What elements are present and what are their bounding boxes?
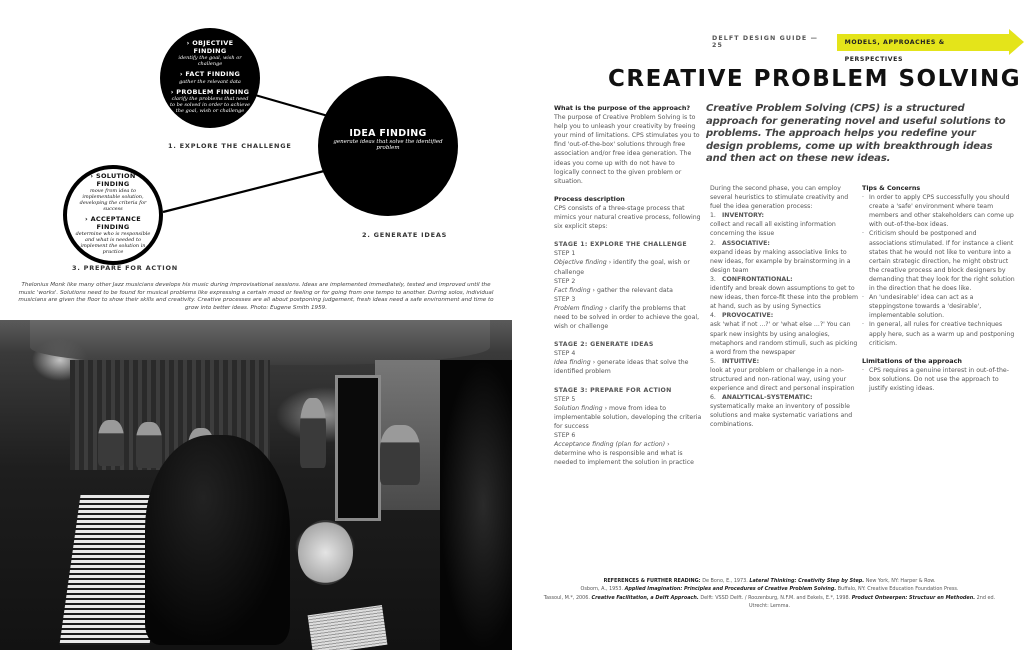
stage3-circle: [63, 165, 163, 265]
photo-door: [335, 375, 381, 521]
intro-text: Creative Problem Solving (CPS) is a structured approach for generating novel and useful solutions to problems. The approach helps you redefine your design problems, come up with breakthrough ideas and then act on these new ideas.: [706, 103, 1006, 164]
right-page: [512, 0, 1024, 650]
heuristic-item: 6. ANALYTICAL-SYSTEMATIC: systematically make an inventory of possible solutions and make systematic variations and combinations.: [710, 394, 853, 429]
page-title: CREATIVE PROBLEM SOLVING: [608, 66, 1022, 92]
column-tips-limitations: [862, 184, 1016, 393]
tip-item: · In general, all rules for creative techniques apply here, such as a warm up and postponing criticism.: [862, 321, 1015, 347]
bullet-icon: ·: [862, 321, 864, 329]
guide-page-number: DELFT DESIGN GUIDE — 25: [712, 35, 819, 49]
node-acceptance-finding: › ACCEPTANCE FINDING determine who is responsible and what is needed to implement the solution in practice: [75, 215, 151, 255]
column-heuristics: [710, 184, 858, 430]
stage2-label: 2. GENERATE IDEAS: [362, 231, 448, 239]
heuristics-intro: During the second phase, you can employ several heuristics to stimulate creativity and fuel the idea generation process:: [710, 185, 849, 211]
references: REFERENCES & FURTHER READING: De Bono, E., 1973. Lateral Thinking: Creativity Step by Step. New York, NY: Harper & Row. Osborn, A., 1953. Applied Imagination: Principles and Procedures of Creative Problem Solving. Buffalo, NY: Creative Education Foundation Press. Tassoul, M.*, 2006. Creative Facilitation, a Delft Approach. Delft: VSSD Delft. / Roozenburg, N.F.M. and Eekels, E.*, 1998. Product Ontwerpen: Structuur en Methoden. 2nd ed. Utrecht: Lemma.: [543, 578, 996, 609]
column-purpose-process: [554, 104, 702, 467]
references-label: REFERENCES & FURTHER READING:: [603, 578, 701, 584]
photo-drummer: [380, 425, 420, 485]
tip-item: · In order to apply CPS successfully you should create a 'safe' environment where team members and other stakeholders can come up with out-of-the-box ideas.: [862, 194, 1014, 229]
node-solution-finding: › SOLUTION FINDING move from idea to implementable solution, developing the criteria for success: [79, 172, 147, 212]
bullet-icon: ·: [862, 194, 864, 202]
node-problem-finding: › PROBLEM FINDING clarify the problems that need to be solved in order to achieve the goal, wish or challenge: [170, 87, 251, 114]
purpose-body: The purpose of Creative Problem Solving is to help you to unleash your creativity by freeing your mind of limitations. CPS stimulates you to find 'out-of-the-box' solutions through free association and/or free idea generation. The ideas you come up with do not have to logically connect to the given problem or situation.: [554, 114, 700, 185]
jazz-session-photo: [0, 320, 512, 650]
stage1-circle: [160, 28, 260, 128]
section-tag: MODELS, APPROACHES & PERSPECTIVES: [837, 34, 1009, 51]
tips-heading: Tips & Concerns: [862, 184, 921, 192]
tip-item: · An 'undesirable' idea can act as a steppingstone towards a 'desirable', implementable solution.: [862, 294, 982, 320]
heuristic-item: 5. INTUITIVE: look at your problem or challenge in a non-structured and non-rational way, using your experience and direct and personal inspiration: [710, 357, 855, 393]
page-header: [712, 29, 1024, 63]
limitation-item: · CPS requires a genuine interest in out-of-the-box solutions. Do not use the approach to justify existing ideas.: [862, 366, 1009, 392]
photo-musician: [136, 422, 162, 468]
bullet-icon: ·: [862, 366, 864, 374]
photo-ceiling: [30, 320, 490, 365]
stage2-circle: [318, 76, 458, 216]
photo-drum: [298, 520, 353, 585]
node-idea-finding: IDEA FINDING generate ideas that solve the identified problem: [333, 127, 443, 151]
heuristic-item: 4. PROVOCATIVE: ask 'what if not ...?' or 'what else ...?' You can spark new insights by using analogies, metaphors and random stimuli, such as picking a word from the newspaper: [710, 312, 858, 356]
purpose-heading: What is the purpose of the approach?: [554, 104, 691, 112]
heuristic-item: 1. INVENTORY: collect and recall all existing information concerning the issue: [710, 212, 836, 238]
stage3-label: 3. PREPARE FOR ACTION: [72, 264, 179, 272]
node-fact-finding: › FACT FINDING gather the relevant data: [179, 70, 241, 85]
node-objective-finding: › OBJECTIVE FINDING identify the goal, wish or challenge: [178, 39, 242, 67]
photo-double-bass: [440, 360, 512, 650]
arrow-right-icon: [1009, 29, 1024, 55]
bullet-icon: ·: [862, 294, 864, 302]
photo-musician: [98, 420, 124, 466]
process-body: CPS consists of a three-stage process that mimics your natural creative process, following six explicit steps:: [554, 204, 701, 231]
photo-caption: Thelonius Monk like many other Jazz musicians develops his music during improvisational sessions. Ideas are implemented immediately, tested and improved until the music 'works'. Solutions need to be found for musical problems like expressing a certain mood or feeling or for going from one tempo to another. During solos, individual musicians are given the floor to show their skills and creativity. Creative processes are all about postponing judgement, fresh ideas need a safe environment and time to grow into better ideas. Photo: Eugene Smith 1959.: [18, 282, 494, 311]
heuristic-item: 2. ASSOCIATIVE: expand ideas by making associative links to new ideas, for example by brainstorming in a design team: [710, 239, 851, 274]
stage1-label: 1. EXPLORE THE CHALLENGE: [168, 142, 292, 150]
limitations-heading: Limitations of the approach: [862, 356, 962, 365]
stage-3: STAGE 3: PREPARE FOR ACTION STEP 5 Solution finding › move from idea to implementable solution, developing the criteria for success STEP 6 Acceptance finding (plan for action) › determine who is responsible and what is needed to implement the solution in practice: [554, 386, 702, 467]
photo-sheet-music: [308, 605, 388, 650]
stage-1: STAGE 1: EXPLORE THE CHALLENGE STEP 1 Objective finding › identify the goal, wish or challenge STEP 2 Fact finding › gather the relevant data STEP 3 Problem finding › clarify the problems that need to be solved in order to achieve the goal, wish or challenge: [554, 241, 700, 331]
photo-pianist: [145, 435, 290, 645]
process-heading: Process description: [554, 194, 625, 203]
heuristic-item: 3. CONFRONTATIONAL: identify and break down assumptions to get to new ideas, then force-fit these into the problem at hand, such as by using Synectics: [710, 275, 858, 311]
bullet-icon: ·: [862, 230, 864, 238]
tip-item: · Criticism should be postponed and associations stimulated. If for instance a client states that he would not like to venture into a certain strategic direction, he might obstruct the creative process and block designers by demanding that they look for the right solution in the direction that he does like.: [862, 230, 1015, 293]
photo-standing-man: [300, 398, 326, 468]
stage-2: STAGE 2: GENERATE IDEAS STEP 4 Idea finding › generate ideas that solve the identified problem: [554, 341, 689, 376]
